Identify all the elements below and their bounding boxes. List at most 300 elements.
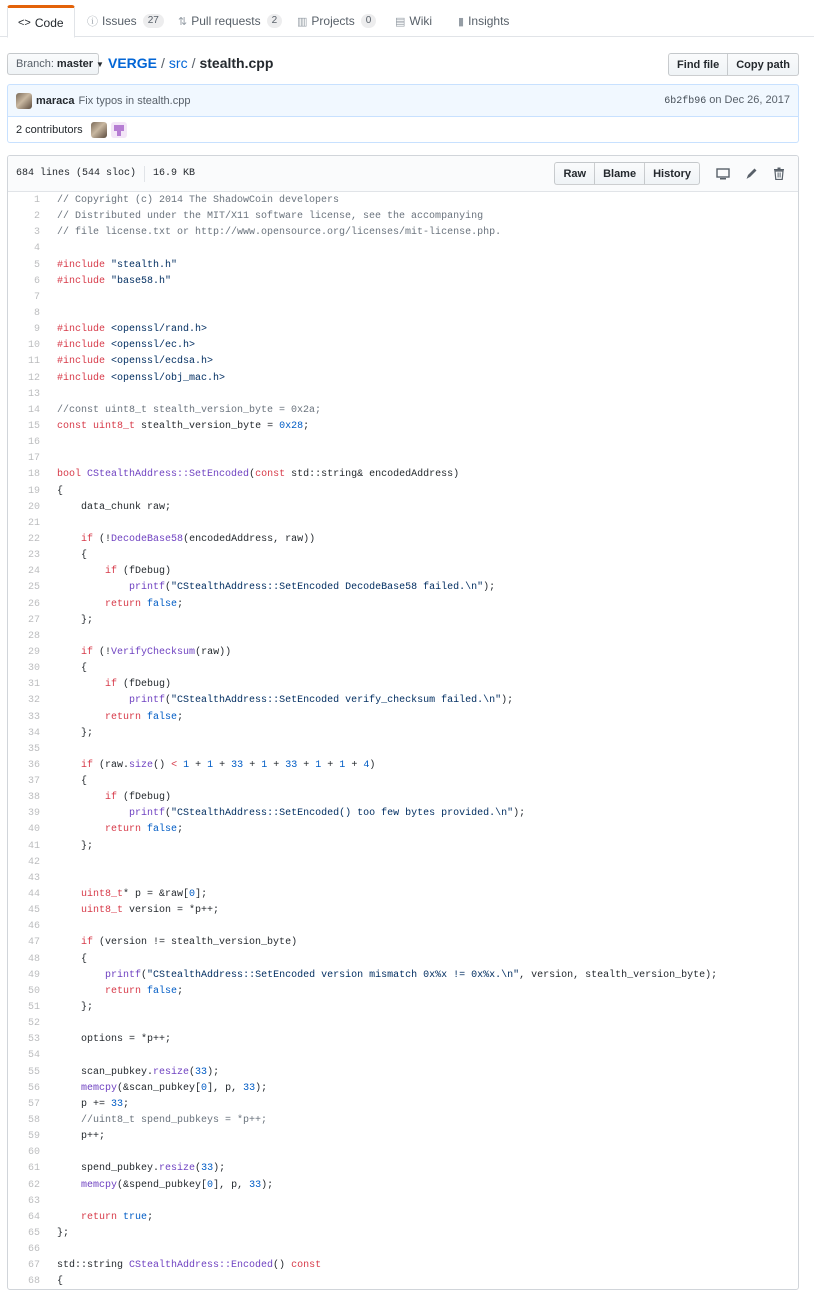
raw-button[interactable]: Raw — [554, 162, 595, 185]
line-number[interactable]: 34 — [27, 727, 40, 739]
tab-label: Code — [34, 15, 64, 30]
code-token: 1 — [339, 759, 346, 771]
line-number[interactable]: 39 — [27, 808, 40, 820]
tab-issues[interactable] — [77, 5, 174, 37]
code-token: p += — [57, 1098, 112, 1110]
code-token: ( — [165, 582, 172, 594]
code-token: ], p, — [207, 1082, 244, 1094]
code-token: ( — [165, 808, 172, 820]
code-line — [8, 1081, 798, 1097]
pull-request-icon: ⇅ — [178, 15, 188, 28]
code-text — [40, 629, 57, 645]
line-number[interactable]: 57 — [27, 1098, 40, 1110]
code-token: (! — [93, 533, 112, 545]
graph-icon: ▮ — [458, 15, 465, 28]
code-text — [40, 661, 87, 677]
code-token: (encodedAddress, raw)) — [183, 533, 316, 545]
code-token: return — [105, 824, 142, 836]
contributors-count-link[interactable]: 2 contributors — [16, 123, 83, 136]
line-number[interactable]: 26 — [27, 598, 40, 610]
breadcrumb — [108, 55, 273, 71]
line-number[interactable]: 7 — [33, 291, 40, 303]
code-token: ( — [141, 969, 148, 981]
code-text — [40, 935, 297, 951]
file-size: 16.9 KB — [153, 168, 196, 179]
tab-label: Insights — [468, 14, 510, 28]
code-line — [8, 1145, 798, 1161]
line-number[interactable]: 3 — [33, 227, 40, 239]
code-token: memcpy — [81, 1179, 118, 1191]
blame-button[interactable]: Blame — [595, 162, 645, 185]
code-token: + — [243, 759, 262, 771]
code-token: () — [273, 1260, 292, 1272]
code-line — [8, 1129, 798, 1145]
copy-path-button[interactable]: Copy path — [728, 53, 799, 76]
line-number[interactable]: 59 — [27, 1131, 40, 1143]
code-token: // Copyright (c) 2014 The ShadowCoin developers — [57, 195, 340, 206]
code-token: { — [57, 1276, 64, 1288]
code-token: <openssl/ecdsa.h> — [111, 356, 214, 368]
code-line — [8, 1258, 798, 1274]
code-line — [8, 1016, 798, 1032]
code-text — [40, 677, 171, 693]
line-number[interactable]: 68 — [27, 1276, 40, 1288]
code-token: { — [57, 485, 64, 497]
code-text — [40, 1274, 63, 1290]
code-text — [40, 274, 171, 290]
code-line — [8, 322, 798, 338]
code-token — [57, 1180, 81, 1191]
line-number[interactable]: 31 — [27, 679, 40, 691]
code-token: const — [57, 420, 88, 432]
code-line — [8, 1097, 798, 1113]
code-line — [8, 564, 798, 580]
code-line — [8, 532, 798, 548]
code-token: (raw. — [93, 759, 130, 771]
branch-label: Branch: — [16, 58, 54, 70]
line-number[interactable]: 5 — [33, 259, 40, 271]
code-token: #include — [57, 372, 106, 384]
code-token: //uint8_t spend_pubkeys = *p++; — [81, 1115, 268, 1127]
line-number[interactable]: 10 — [27, 340, 40, 352]
line-number[interactable]: 67 — [27, 1260, 40, 1272]
history-button[interactable]: History — [645, 162, 700, 185]
tab-insights[interactable] — [448, 5, 519, 37]
code-line — [8, 774, 798, 790]
code-token: + — [345, 759, 364, 771]
code-line — [8, 403, 798, 419]
code-token: if — [105, 566, 118, 578]
line-number[interactable]: 53 — [27, 1034, 40, 1046]
code-line — [8, 290, 798, 306]
code-token: "CStealthAddress::SetEncoded DecodeBase58 failed.\n" — [171, 582, 484, 594]
code-line — [8, 1194, 798, 1210]
avatar[interactable] — [91, 122, 107, 138]
line-number[interactable]: 63 — [27, 1195, 40, 1207]
line-number[interactable]: 14 — [27, 404, 40, 416]
line-number[interactable]: 61 — [27, 1163, 40, 1175]
tab-code[interactable] — [7, 5, 75, 38]
code-line — [8, 935, 798, 951]
commit-author-link[interactable]: maraca — [36, 94, 75, 107]
code-text — [40, 774, 87, 790]
line-number[interactable]: 46 — [27, 921, 40, 933]
code-token: ); — [207, 1066, 220, 1078]
code-text — [40, 839, 93, 855]
code-token: stealth_version_byte = — [135, 420, 280, 432]
code-token: ]; — [195, 889, 208, 901]
code-token: (&scan_pubkey[ — [117, 1082, 202, 1094]
code-token: ; — [177, 711, 184, 723]
code-line — [8, 484, 798, 500]
line-number[interactable]: 4 — [33, 243, 40, 255]
line-number[interactable]: 11 — [27, 356, 40, 368]
code-token: 1 — [183, 759, 190, 771]
code-token: }; — [57, 614, 94, 626]
code-token: memcpy — [81, 1082, 118, 1094]
code-token — [57, 1115, 81, 1126]
code-text — [40, 451, 57, 467]
line-number[interactable]: 13 — [27, 388, 40, 400]
code-token: bool — [57, 469, 82, 481]
code-token: uint8_t — [81, 889, 124, 901]
code-line — [8, 661, 798, 677]
breadcrumb-separator: / — [161, 55, 165, 71]
code-token: false — [147, 824, 178, 836]
line-number[interactable]: 1 — [33, 195, 40, 206]
code-token: ( — [189, 1066, 196, 1078]
tab-label: Projects — [311, 14, 355, 28]
code-token: ); — [255, 1082, 268, 1094]
code-line — [8, 1226, 798, 1242]
code-token: + — [189, 759, 208, 771]
line-number[interactable]: 65 — [27, 1228, 40, 1239]
code-token: ); — [261, 1179, 274, 1191]
code-text — [40, 322, 207, 338]
code-text — [40, 1178, 273, 1194]
line-number[interactable]: 47 — [27, 937, 40, 949]
code-token: data_chunk raw; — [57, 501, 172, 513]
code-token: + — [297, 759, 316, 771]
line-number[interactable]: 12 — [27, 372, 40, 384]
breadcrumb-separator: / — [191, 55, 196, 71]
commit-meta — [664, 94, 790, 107]
code-text — [40, 209, 483, 225]
line-number[interactable]: 36 — [27, 759, 40, 771]
trash-icon[interactable] — [766, 162, 792, 185]
line-number[interactable]: 40 — [27, 824, 40, 836]
code-token: , version, stealth_version_byte); — [519, 969, 718, 981]
line-number[interactable]: 62 — [27, 1179, 40, 1191]
line-number[interactable]: 50 — [27, 985, 40, 997]
code-token: { — [57, 663, 88, 675]
code-text — [40, 1161, 225, 1177]
code-token: #include — [57, 324, 106, 336]
line-number[interactable]: 25 — [27, 582, 40, 594]
code-text — [40, 1194, 57, 1210]
pencil-icon[interactable] — [738, 162, 764, 185]
code-token: ; — [177, 985, 184, 997]
code-token — [57, 647, 81, 658]
line-number[interactable]: 52 — [27, 1018, 40, 1030]
code-token: return — [105, 985, 142, 997]
line-number[interactable]: 18 — [27, 469, 40, 481]
code-line — [8, 467, 798, 483]
line-number[interactable]: 58 — [27, 1115, 40, 1127]
code-token: "CStealthAddress::SetEncoded() too few bytes provided.\n" — [171, 808, 514, 820]
line-number[interactable]: 30 — [27, 663, 40, 675]
code-text — [40, 597, 183, 613]
code-text — [40, 1048, 57, 1064]
code-token: ); — [213, 1163, 226, 1175]
code-line — [8, 613, 798, 629]
code-line — [8, 1065, 798, 1081]
code-token: VerifyChecksum — [111, 646, 196, 658]
code-text — [40, 1226, 69, 1242]
code-text — [40, 403, 321, 419]
code-line — [8, 451, 798, 467]
project-icon: ▥ — [297, 15, 308, 28]
code-token: printf — [129, 695, 166, 707]
avatar[interactable] — [16, 93, 32, 109]
code-line — [8, 1032, 798, 1048]
line-number[interactable]: 66 — [27, 1244, 40, 1256]
code-text — [40, 306, 57, 322]
code-line — [8, 822, 798, 838]
code-token: ; — [303, 420, 310, 432]
code-text — [40, 903, 219, 919]
code-token: ); — [501, 695, 514, 707]
code-token: CStealthAddress::SetEncoded — [87, 469, 250, 481]
code-text — [40, 193, 339, 209]
line-number[interactable]: 43 — [27, 872, 40, 884]
code-token: const — [291, 1260, 322, 1272]
code-token — [57, 534, 81, 545]
line-number[interactable]: 6 — [33, 275, 40, 287]
breadcrumb-dir-link[interactable]: src — [168, 55, 188, 71]
line-number[interactable]: 29 — [27, 646, 40, 658]
file-header — [8, 156, 798, 192]
line-number[interactable]: 55 — [27, 1066, 40, 1078]
code-token — [57, 582, 129, 593]
code-text — [40, 871, 57, 887]
breadcrumb-repo-link[interactable]: VERGE — [108, 55, 158, 71]
line-number[interactable]: 16 — [27, 437, 40, 449]
code-token: 33 — [231, 759, 244, 771]
code-line — [8, 1210, 798, 1226]
code-token: ); — [483, 582, 496, 594]
line-number[interactable]: 19 — [27, 485, 40, 497]
code-token: (fDebug) — [117, 566, 172, 578]
code-line — [8, 338, 798, 354]
line-number[interactable]: 27 — [27, 614, 40, 626]
code-token — [57, 970, 105, 981]
code-line — [8, 677, 798, 693]
line-number[interactable]: 37 — [27, 776, 40, 788]
code-line — [8, 742, 798, 758]
code-token — [57, 1212, 81, 1223]
line-number[interactable]: 41 — [27, 840, 40, 852]
desktop-icon[interactable] — [710, 162, 736, 185]
line-number[interactable]: 44 — [27, 889, 40, 901]
code-line — [8, 435, 798, 451]
code-token: ) — [369, 759, 376, 771]
code-line — [8, 710, 798, 726]
line-number[interactable]: 9 — [33, 324, 40, 336]
line-number[interactable]: 54 — [27, 1050, 40, 1062]
branch-select-button[interactable] — [7, 53, 104, 75]
line-number[interactable]: 2 — [33, 211, 40, 223]
issue-icon: ⓘ — [87, 16, 98, 28]
code-line — [8, 806, 798, 822]
tab-pull-requests[interactable] — [168, 5, 292, 37]
line-number[interactable]: 28 — [27, 630, 40, 642]
line-number[interactable]: 35 — [27, 743, 40, 755]
code-token: "base58.h" — [111, 275, 172, 287]
code-token: (! — [93, 646, 112, 658]
code-token: ; — [177, 598, 184, 610]
line-number[interactable]: 32 — [27, 695, 40, 707]
line-number[interactable]: 20 — [27, 501, 40, 513]
file-line-count: 684 lines (544 sloc) — [16, 168, 137, 179]
code-text — [40, 1097, 129, 1113]
code-line — [8, 693, 798, 709]
code-token — [57, 599, 105, 610]
code-text — [40, 580, 495, 596]
code-token: ; — [177, 824, 184, 836]
code-token — [57, 889, 81, 900]
code-token: false — [147, 985, 178, 997]
code-line — [8, 225, 798, 241]
code-token: }; — [57, 727, 94, 739]
code-text — [40, 371, 225, 387]
book-icon: ▤ — [395, 15, 406, 28]
code-token: std::string — [57, 1260, 130, 1272]
line-number[interactable]: 22 — [27, 533, 40, 545]
code-text — [40, 645, 231, 661]
code-token: if — [81, 533, 94, 545]
code-token: (fDebug) — [117, 679, 172, 691]
code-text — [40, 758, 375, 774]
code-token — [57, 566, 105, 577]
line-number[interactable]: 15 — [27, 420, 40, 432]
code-text — [40, 1000, 93, 1016]
code-token — [57, 986, 105, 997]
code-token: "CStealthAddress::SetEncoded version mismatch 0x%x != 0x%x.\n" — [147, 969, 520, 981]
code-token: 0x28 — [279, 420, 304, 432]
repo-nav — [0, 0, 814, 37]
code-token: + — [321, 759, 340, 771]
code-text — [40, 1113, 267, 1129]
code-token: uint8_t — [93, 420, 136, 432]
code-line — [8, 903, 798, 919]
code-line — [8, 193, 798, 209]
code-token: options = *p++; — [57, 1034, 172, 1046]
line-number[interactable]: 33 — [27, 711, 40, 723]
code-text — [40, 467, 459, 483]
code-token: < — [171, 759, 178, 771]
code-line — [8, 597, 798, 613]
commit-message-link[interactable]: Fix typos in stealth.cpp — [78, 94, 191, 107]
code-line — [8, 1242, 798, 1258]
code-text — [40, 710, 183, 726]
code-text — [40, 419, 309, 435]
code-text — [40, 968, 717, 984]
code-token: //const uint8_t stealth_version_byte = 0x2a; — [57, 404, 322, 416]
code-line — [8, 500, 798, 516]
line-number[interactable]: 56 — [27, 1082, 40, 1094]
tab-projects[interactable] — [287, 5, 386, 37]
code-text — [40, 1129, 105, 1145]
code-line — [8, 790, 798, 806]
line-number[interactable]: 24 — [27, 566, 40, 578]
line-number[interactable]: 38 — [27, 792, 40, 804]
tab-wiki[interactable] — [385, 5, 442, 37]
code-token: std::string& encodedAddress) — [285, 469, 460, 481]
code-token: }; — [57, 1002, 94, 1014]
code-token: ( — [249, 469, 256, 481]
code-token: { — [57, 550, 88, 562]
code-text — [40, 484, 63, 500]
commit-sha-link[interactable]: 6b2fb96 — [664, 96, 707, 107]
code-text — [40, 387, 57, 403]
line-number[interactable]: 21 — [27, 517, 40, 529]
code-token: ( — [195, 1163, 202, 1175]
file-info — [16, 166, 195, 182]
code-token: if — [105, 679, 118, 691]
code-text — [40, 516, 57, 532]
code-text — [40, 1145, 57, 1161]
code-text — [40, 354, 213, 370]
code-text — [40, 806, 525, 822]
code-text — [40, 1032, 171, 1048]
contributors-bar — [7, 117, 799, 143]
code-text — [40, 919, 57, 935]
line-number[interactable]: 17 — [27, 453, 40, 465]
code-token — [57, 679, 105, 690]
line-number[interactable]: 60 — [27, 1147, 40, 1159]
code-token: CStealthAddress::Encoded — [129, 1260, 274, 1272]
find-file-button[interactable]: Find file — [668, 53, 728, 76]
line-number[interactable]: 51 — [27, 1002, 40, 1014]
avatar[interactable] — [111, 122, 127, 138]
code-text — [40, 338, 195, 354]
code-token: false — [147, 711, 178, 723]
line-number[interactable]: 42 — [27, 856, 40, 868]
code-text — [40, 258, 177, 274]
code-token — [57, 792, 105, 803]
code-token: #include — [57, 340, 106, 352]
code-token: true — [123, 1211, 148, 1223]
code-token — [57, 937, 81, 948]
code-token: (version != stealth_version_byte) — [93, 937, 298, 949]
code-token: spend_pubkey. — [57, 1163, 160, 1175]
code-line — [8, 209, 798, 225]
line-number[interactable]: 23 — [27, 550, 40, 562]
code-token: { — [57, 776, 88, 788]
line-number[interactable]: 64 — [27, 1211, 40, 1223]
line-number[interactable]: 8 — [33, 307, 40, 319]
code-token: { — [57, 953, 88, 965]
line-number[interactable]: 45 — [27, 905, 40, 917]
code-line — [8, 871, 798, 887]
code-token: 33 — [243, 1082, 256, 1094]
code-token: <openssl/ec.h> — [111, 340, 196, 352]
line-number[interactable]: 48 — [27, 953, 40, 965]
code-line — [8, 839, 798, 855]
line-number[interactable]: 49 — [27, 969, 40, 981]
code-line — [8, 952, 798, 968]
